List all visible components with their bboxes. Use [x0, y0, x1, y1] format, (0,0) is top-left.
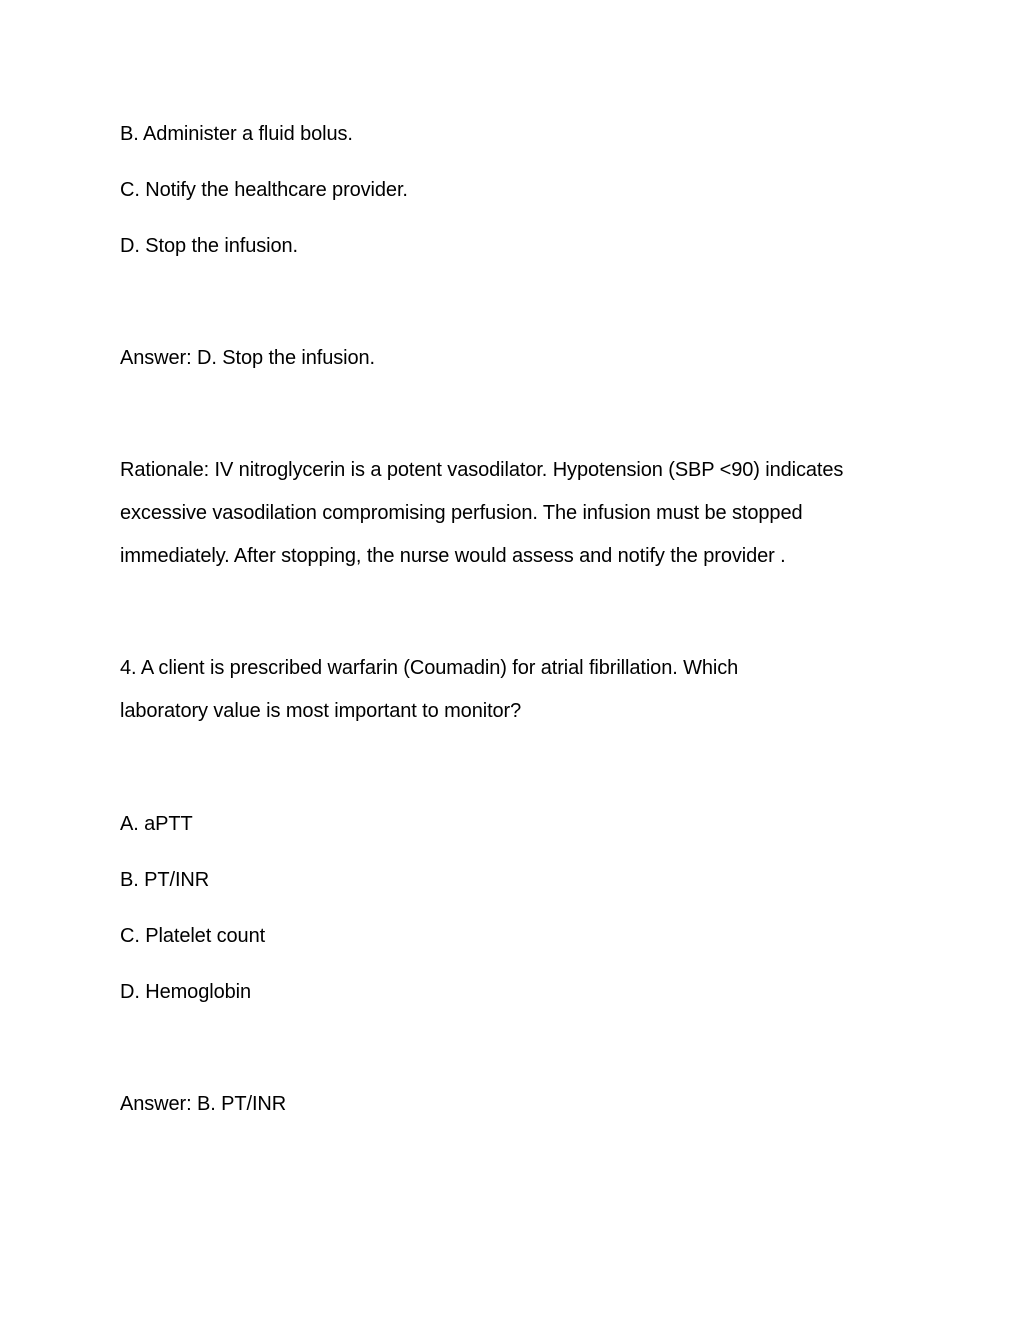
q4-option-a: A. aPTT [120, 813, 193, 835]
q4-option-b: B. PT/INR [120, 869, 210, 891]
q3-option-b: B. Administer a fluid bolus. [120, 123, 353, 145]
q3-rationale-line-1: Rationale: IV nitroglycerin is a potent vasodilator. Hypotension (SBP <90) indicates [120, 459, 844, 481]
q3-option-d: D. Stop the infusion. [120, 235, 299, 257]
q3-rationale-line-2: excessive vasodilation compromising perfusion. The infusion must be stopped [120, 502, 803, 524]
q4-option-d: D. Hemoglobin [120, 981, 251, 1003]
q3-answer: Answer: D. Stop the infusion. [120, 347, 376, 369]
q4-question-line-1: 4. A client is prescribed warfarin (Coumadin) for atrial fibrillation. Which [120, 657, 739, 679]
q3-rationale-line-3: immediately. After stopping, the nurse would assess and notify the provider . [120, 545, 786, 567]
q4-question-line-2: laboratory value is most important to monitor? [120, 700, 522, 722]
q4-option-c: C. Platelet count [120, 925, 266, 947]
q3-option-c: C. Notify the healthcare provider. [120, 179, 408, 201]
q4-answer: Answer: B. PT/INR [120, 1093, 287, 1115]
